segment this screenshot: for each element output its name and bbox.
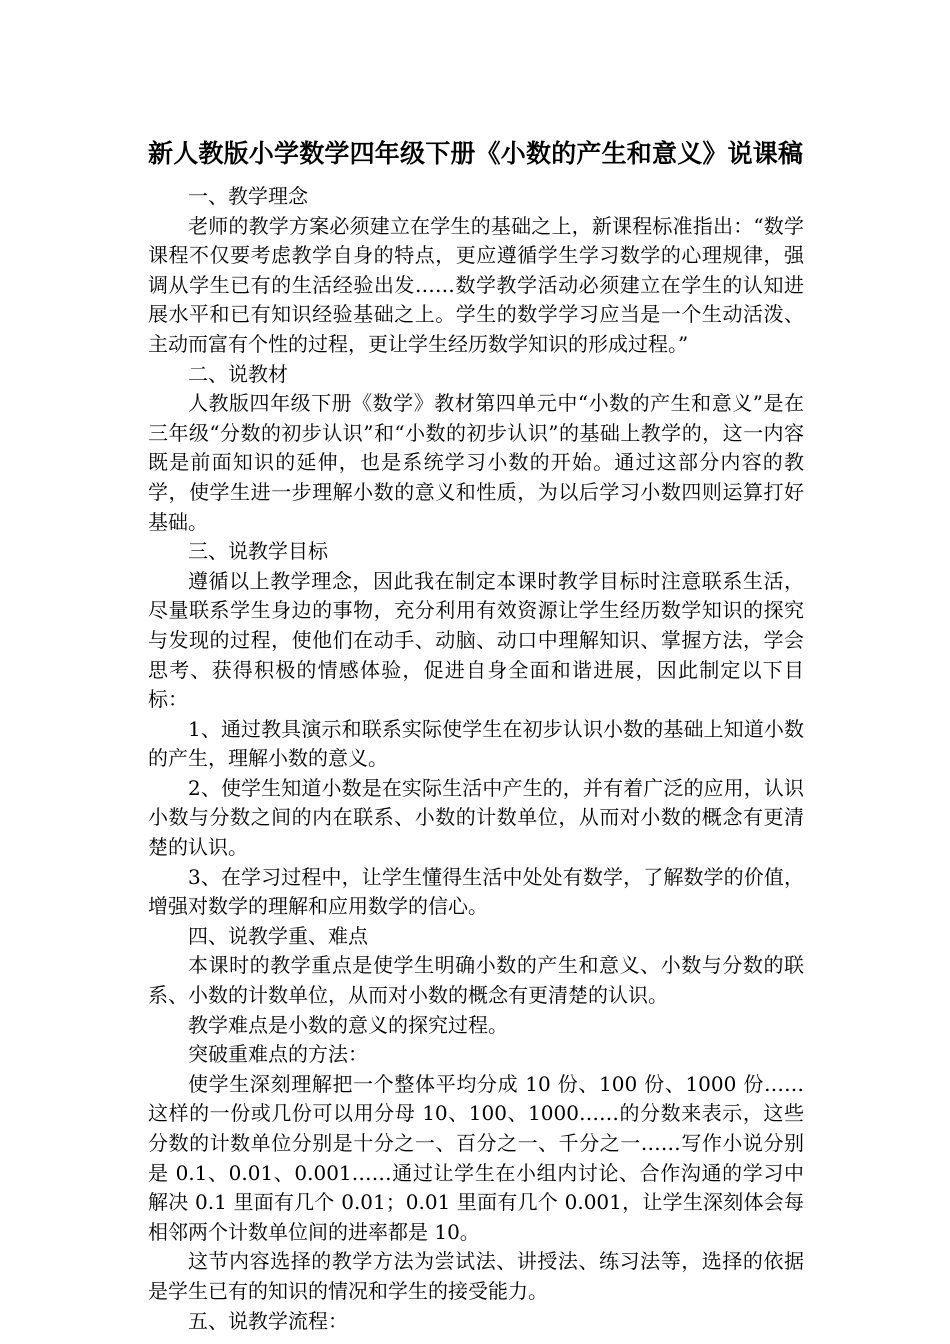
paragraph-textbook: 人教版四年级下册《数学》教材第四单元中“小数的产生和意义”是在三年级“分数的初步认识”和“小数的初步认识”的基础上教学的，这一内容既是前面知识的延伸，也是系统学习小数的开始。通过这部分内容的教学，使学生进一步理解小数的意义和性质，为以后学习小数四则运算打好基础。 [148,391,804,534]
paragraph-teaching-methods: 这节内容选择的教学方法为尝试法、讲授法、练习法等，选择的依据是学生已有的知识的情况和学生的接受能力。 [148,1249,804,1303]
paragraph-key-points: 本课时的教学重点是使学生明确小数的产生和意义、小数与分数的联系、小数的计数单位，从而对小数的概念有更清楚的认识。 [148,953,804,1008]
section-heading-goals: 三、说教学目标 [188,539,328,564]
goal-item-2: 2、使学生知道小数是在实际生活中产生的，并有着广泛的应用，认识小数与分数之间的内在联系、小数的计数单位，从而对小数的概念有更清楚的认识。 [148,775,804,860]
goal-item-1: 1、通过教具演示和联系实际使学生在初步认识小数的基础上知道小数的产生，理解小数的意义。 [148,716,804,771]
paragraph-philosophy: 老师的教学方案必须建立在学生的基础之上，新课程标准指出：“数学课程不仅要考虑教学自身的特点，更应遵循学生学习数学的心理规律，强调从学生已有的生活经验出发……数学教学活动必须建立在学生的认知进展水平和已有知识经验基础之上。学生的数学学习应当是一个生动活泼、主动而富有个性的过程，更让学生经历数学知识的形成过程。” [148,213,804,356]
document-title: 新人教版小学数学四年级下册《小数的产生和意义》说课稿 [148,139,804,168]
section-heading-flow: 五、说教学流程： [188,1308,348,1333]
paragraph-difficulty: 教学难点是小数的意义的探究过程。 [188,1012,508,1037]
goal-item-3: 3、在学习过程中，让学生懂得生活中处处有数学，了解数学的价值，增强对数学的理解和应用数学的信心。 [148,864,804,919]
paragraph-method-heading: 突破重难点的方法： [188,1042,368,1067]
section-heading-philosophy: 一、教学理念 [188,184,308,208]
paragraph-goals: 遵循以上教学理念，因此我在制定本课时教学目标时注意联系生活，尽量联系学生身边的事物，充分利用有效资源让学生经历数学知识的探究与发现的过程，使他们在动手、动脑、动口中理解知识、掌握方法，学会思考、获得积极的情感体验，促进自身全面和谐进展，因此制定以下目标： [148,568,804,712]
paragraph-method: 使学生深刻理解把一个整体平均分成 10 份、100 份、1000 份……这样的一份或几份可以用分母 10、100、1000……的分数来表示，这些分数的计数单位分别是十分之一、百分之一、千分之一……写作小说分别是 0.1、0.01、0.001……通过让学生在小组内讨论、合作沟通的学习中解决 0.1 里面有几个 0.01；0.01 里面有几个 0.001，让学生深刻体会每相邻两个计数单位间的进率都是 10。 [148,1071,804,1244]
section-heading-key-points: 四、说教学重、难点 [188,923,368,948]
section-heading-textbook: 二、说教材 [188,361,288,386]
document-page [148,130,804,1336]
